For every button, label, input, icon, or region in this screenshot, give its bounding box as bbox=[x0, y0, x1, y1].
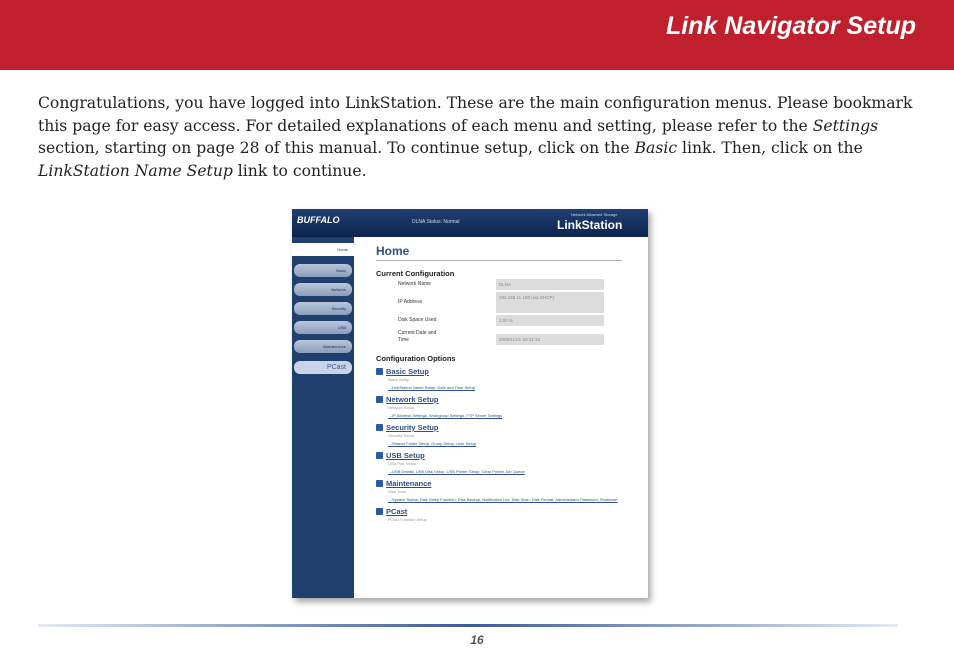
option-links[interactable]: →LinkStation Name Setup, Date and Time Setup bbox=[388, 385, 475, 390]
folder-icon bbox=[376, 480, 383, 487]
page-number: 16 bbox=[470, 633, 484, 647]
option-links[interactable]: →USB Details, USB Disk Setup, USB Printer Setup, Clear Printer Job Queue bbox=[388, 469, 525, 474]
page-header-title: Link Navigator Setup bbox=[665, 12, 916, 40]
nav-usb[interactable]: USB bbox=[294, 321, 352, 334]
option-links[interactable]: →IP Address Settings, Workgroup Settings, FTP Server Settings bbox=[388, 413, 503, 418]
config-value: 192.168.11.150 (via DHCP) bbox=[496, 292, 604, 313]
current-config-heading: Current Configuration bbox=[376, 269, 455, 278]
option-subtitle: Network Setup bbox=[388, 405, 415, 410]
option-network-setup bbox=[376, 395, 636, 419]
option-security-setup bbox=[376, 423, 636, 447]
nav-pcast[interactable]: PCast bbox=[294, 361, 352, 374]
option-subtitle: Disk Tools bbox=[388, 489, 407, 494]
nav-home[interactable]: Home bbox=[292, 243, 354, 256]
pcast-link[interactable]: PCast bbox=[376, 507, 636, 516]
config-row bbox=[376, 292, 636, 314]
intro-name-setup-ref: LinkStation Name Setup bbox=[38, 161, 233, 180]
screenshot-header bbox=[292, 209, 648, 237]
option-pcast bbox=[376, 507, 636, 522]
intro-settings-ref: Settings bbox=[812, 116, 879, 135]
linkstation-logo: LinkStation bbox=[557, 218, 623, 232]
basic-setup-link[interactable]: Basic Setup bbox=[376, 367, 636, 376]
maintenance-link[interactable]: Maintenance bbox=[376, 479, 636, 488]
folder-icon bbox=[376, 396, 383, 403]
buffalo-logo: BUFFALO bbox=[297, 215, 340, 225]
option-links[interactable]: →System Status, Disk Sleep Function, Disk Backup, Notification List, Disk Scan, Disk Format, Administrator Password, Shutdown bbox=[388, 497, 618, 502]
folder-icon bbox=[376, 452, 383, 459]
config-label: Disk Space Used bbox=[398, 317, 437, 323]
config-row bbox=[376, 315, 636, 327]
screenshot-main bbox=[376, 244, 636, 522]
nav-security[interactable]: Security bbox=[294, 302, 352, 315]
linkstation-screenshot bbox=[292, 209, 648, 598]
usb-setup-link[interactable]: USB Setup bbox=[376, 451, 636, 460]
intro-text-2: section, starting on page 28 of this manual. To continue setup, click on the bbox=[38, 139, 635, 157]
screenshot-sidebar bbox=[292, 237, 354, 598]
option-links[interactable]: →Shared Folder Setup, Group Setup, User Setup bbox=[388, 441, 477, 446]
intro-text-1: Congratulations, you have logged into LinkStation. These are the main configuration menus. Please bookmark this page for easy access. For detailed explanations of each menu and setting, please refer to the bbox=[38, 94, 913, 135]
folder-icon bbox=[376, 508, 383, 515]
folder-icon bbox=[376, 368, 383, 375]
config-label: IP Address bbox=[398, 299, 423, 305]
header-banner bbox=[0, 0, 954, 70]
screenshot-page-title: Home bbox=[376, 244, 622, 261]
config-label: Current Date and Time bbox=[398, 330, 437, 343]
nav-basic[interactable]: Basic bbox=[294, 264, 352, 277]
option-usb-setup bbox=[376, 451, 636, 475]
config-label: Network Name bbox=[398, 281, 432, 287]
nav-network[interactable]: Network bbox=[294, 283, 352, 296]
option-subtitle: Basic Setup bbox=[388, 377, 410, 382]
intro-text-4: link to continue. bbox=[232, 161, 367, 180]
config-row bbox=[376, 328, 636, 348]
brand-subtitle: Network Attached Storage bbox=[571, 212, 618, 217]
option-basic-setup bbox=[376, 367, 636, 391]
config-value: DLNA bbox=[496, 279, 604, 290]
config-options-heading: Configuration Options bbox=[376, 354, 456, 363]
dlna-status: DLNA Status: Normal bbox=[412, 219, 460, 225]
network-setup-link[interactable]: Network Setup bbox=[376, 395, 636, 404]
folder-icon bbox=[376, 424, 383, 431]
security-setup-link[interactable]: Security Setup bbox=[376, 423, 636, 432]
option-subtitle: Security Setup bbox=[388, 433, 415, 438]
option-subtitle: USB Port Setup bbox=[388, 461, 417, 466]
intro-text-3: link. Then, click on the bbox=[677, 139, 863, 157]
intro-paragraph bbox=[38, 92, 918, 182]
option-maintenance bbox=[376, 479, 636, 503]
intro-basic-ref: Basic bbox=[634, 139, 678, 157]
footer-rule bbox=[38, 624, 898, 627]
nav-maintenance[interactable]: Maintenance bbox=[294, 340, 352, 353]
config-value: 2005/11/01 20:41:12 bbox=[496, 334, 604, 345]
config-value: 1.00 % bbox=[496, 315, 604, 326]
config-row bbox=[376, 279, 636, 291]
option-subtitle: PCast Function Setup bbox=[388, 517, 427, 522]
